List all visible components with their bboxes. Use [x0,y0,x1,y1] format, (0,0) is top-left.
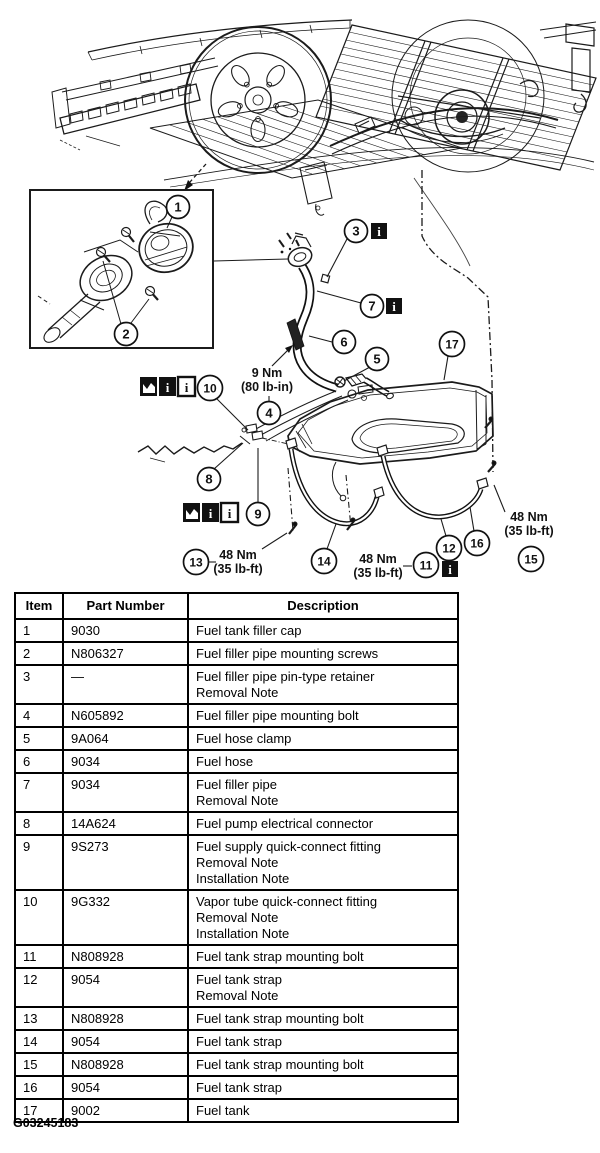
description-cell: Vapor tube quick-connect fitting Removal Note Installation Note [188,890,458,945]
svg-text:15: 15 [524,552,538,567]
part-number-cell: 14A624 [63,812,188,835]
strap-bolts-drawing [289,417,496,534]
table-row [15,750,458,773]
table-row [15,968,458,1007]
svg-text:i: i [208,506,213,521]
table-row [15,1030,458,1053]
icon-row-supply [183,503,238,522]
part-number-cell: 9002 [63,1099,188,1122]
item-cell: 7 [15,773,63,812]
callout-17-bubble [440,332,465,357]
part-number-cell: 9S273 [63,835,188,890]
part-number-cell: N605892 [63,704,188,727]
callout-12-bubble [437,536,462,561]
table-row [15,890,458,945]
part-number-cell: 9034 [63,773,188,812]
info-icon-callout-7 [386,298,402,314]
table-row [15,945,458,968]
callout-14-bubble [312,549,337,574]
svg-text:2: 2 [122,326,130,342]
wiring-harness-drawing [138,443,242,454]
svg-text:i: i [165,380,170,395]
callout-4-bubble [258,402,281,425]
item-cell: 9 [15,835,63,890]
item-cell: 12 [15,968,63,1007]
svg-text:5: 5 [373,351,381,367]
part-number-cell: — [63,665,188,704]
hose-clamp-drawing [335,377,345,387]
item-cell: 14 [15,1030,63,1053]
part-number-cell: N808928 [63,945,188,968]
description-cell: Fuel hose [188,750,458,773]
callout-9-bubble [247,503,270,526]
torque-label-strap-front [213,548,262,576]
description-cell: Fuel tank strap [188,1030,458,1053]
description-cell: Fuel filler pipe pin-type retainer Removal Note [188,665,458,704]
item-cell: 11 [15,945,63,968]
item-cell: 15 [15,1053,63,1076]
callout-3-bubble [345,220,368,243]
callout-6-bubble [333,331,356,354]
item-cell: 5 [15,727,63,750]
part-number-cell: N808928 [63,1053,188,1076]
item-cell: 1 [15,619,63,642]
inset-locator-arrow [184,164,206,191]
callout-15-bubble [519,547,544,572]
item-cell: 16 [15,1076,63,1099]
info-icon-callout-3 [371,223,387,239]
svg-text:48 Nm: 48 Nm [219,548,257,562]
svg-text:3: 3 [352,223,360,239]
svg-text:9: 9 [254,506,262,522]
svg-text:6: 6 [340,334,348,350]
part-number-cell: 9054 [63,1030,188,1053]
svg-text:12: 12 [442,541,456,556]
description-cell: Fuel tank strap mounting bolt [188,1053,458,1076]
svg-text:8: 8 [205,471,213,487]
description-cell: Fuel filler pipe mounting bolt [188,704,458,727]
description-cell: Fuel tank filler cap [188,619,458,642]
table-row [15,619,458,642]
icon-row-vapor [140,377,195,396]
detail-inset-box [30,190,288,348]
table-row [15,1076,458,1099]
svg-text:16: 16 [470,536,484,551]
svg-text:i: i [377,224,381,239]
callout-10-bubble [198,376,223,401]
header-part-number: Part Number [63,593,188,619]
svg-text:10: 10 [203,381,217,396]
part-number-cell: 9G332 [63,890,188,945]
table-row [15,812,458,835]
svg-text:(35 lb-ft): (35 lb-ft) [353,566,403,580]
part-number-cell: 9054 [63,968,188,1007]
svg-text:1: 1 [174,199,182,215]
table-row [15,727,458,750]
callout-8-bubble [198,468,221,491]
table-header-row [15,593,458,619]
description-cell: Fuel tank strap Removal Note [188,968,458,1007]
pin-retainer-drawing [321,274,330,283]
part-number-cell: 9054 [63,1076,188,1099]
callout-2-bubble [115,323,138,346]
part-number-cell: N806327 [63,642,188,665]
part-number-cell: 9A064 [63,727,188,750]
svg-text:(35 lb-ft): (35 lb-ft) [504,524,554,538]
table-row [15,665,458,704]
svg-text:7: 7 [368,298,376,314]
callout-5-bubble [366,348,389,371]
description-cell: Fuel tank strap mounting bolt [188,1007,458,1030]
item-cell: 17 [15,1099,63,1122]
svg-text:48 Nm: 48 Nm [510,510,548,524]
description-cell: Fuel tank strap [188,1076,458,1099]
callout-11-bubble [414,553,439,578]
torque-label-strap-mid [353,552,402,580]
svg-text:48 Nm: 48 Nm [359,552,397,566]
item-cell: 8 [15,812,63,835]
description-cell: Fuel supply quick-connect fitting Removal Note Installation Note [188,835,458,890]
callout-7-bubble [361,295,384,318]
svg-text:i: i [184,380,189,395]
svg-text:4: 4 [265,405,273,421]
svg-text:i: i [448,562,452,577]
table-row [15,1007,458,1030]
svg-text:(35 lb-ft): (35 lb-ft) [213,562,263,576]
svg-text:11: 11 [419,558,433,573]
item-cell: 10 [15,890,63,945]
table-row [15,1099,458,1122]
fuel-tank-straps-drawing [286,438,488,524]
header-description: Description [188,593,458,619]
svg-text:i: i [227,506,232,521]
item-cell: 3 [15,665,63,704]
table-row [15,1053,458,1076]
description-cell: Fuel tank strap mounting bolt [188,945,458,968]
item-cell: 2 [15,642,63,665]
svg-text:13: 13 [189,555,203,570]
callout-1-bubble [167,196,190,219]
callout-16-bubble [465,531,490,556]
header-item: Item [15,593,63,619]
torque-label-strap-rear [504,510,553,538]
info-icon-callout-11 [442,561,458,577]
table-row [15,773,458,812]
figure-id: G03245183 [13,1116,79,1130]
table-row [15,835,458,890]
svg-text:14: 14 [317,554,331,569]
part-number-cell: 9034 [63,750,188,773]
part-number-cell: N808928 [63,1007,188,1030]
description-cell: Fuel pump electrical connector [188,812,458,835]
description-cell: Fuel tank [188,1099,458,1122]
item-cell: 13 [15,1007,63,1030]
parts-table [14,592,459,1123]
table-row [15,704,458,727]
item-cell: 4 [15,704,63,727]
svg-text:i: i [392,299,396,314]
svg-text:9 Nm: 9 Nm [251,366,283,380]
torque-label-filler-pipe [241,366,293,394]
part-number-cell: 9030 [63,619,188,642]
description-cell: Fuel filler pipe Removal Note [188,773,458,812]
table-row [15,642,458,665]
svg-text:(80 lb-in): (80 lb-in) [240,380,294,394]
description-cell: Fuel hose clamp [188,727,458,750]
svg-text:17: 17 [445,337,459,352]
description-cell: Fuel filler pipe mounting screws [188,642,458,665]
item-cell: 6 [15,750,63,773]
callout-13-bubble [184,550,209,575]
